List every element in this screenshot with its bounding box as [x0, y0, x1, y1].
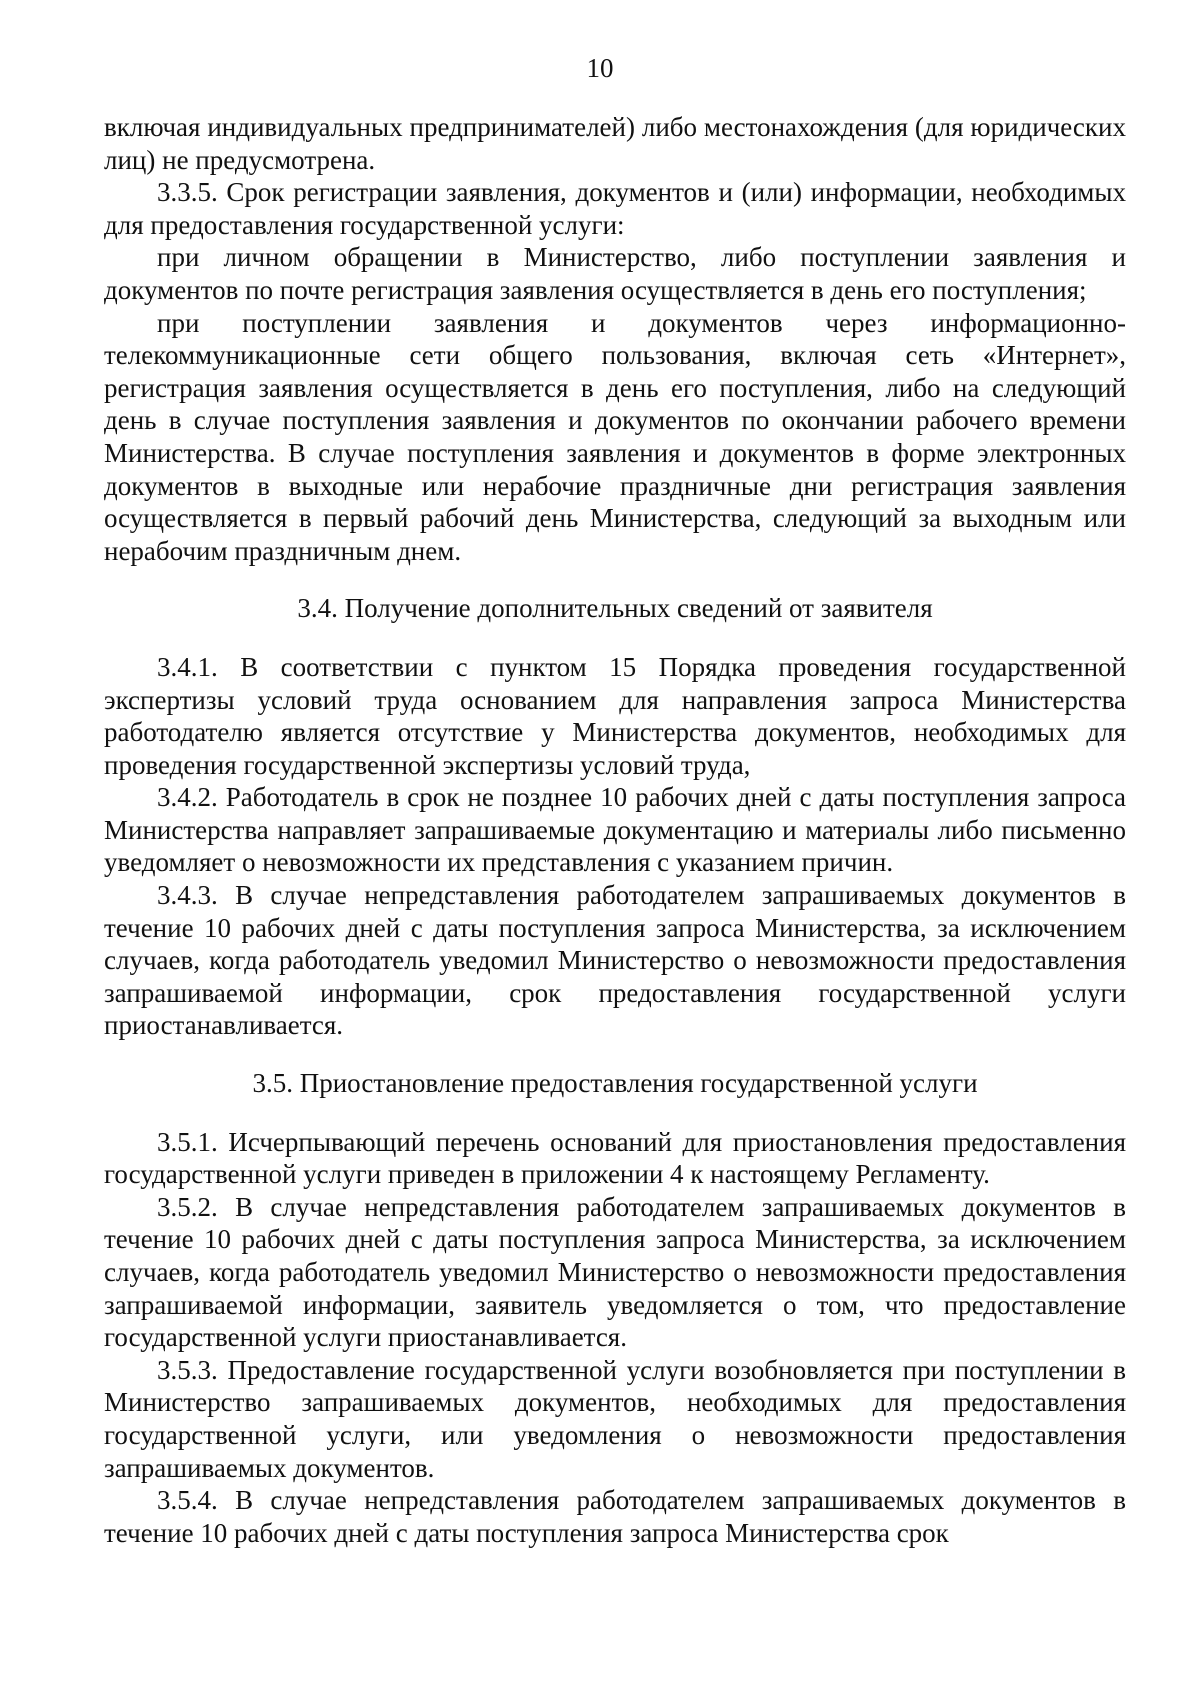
paragraph-continuation: включая индивидуальных предпринимателей) либо местонахождения (для юридических лиц) не предусмотрена. [104, 112, 1126, 175]
paragraph-3-4-1: 3.4.1. В соответствии с пунктом 15 Порядка проведения государственной экспертизы условий труда основанием для направления запроса Министерства работодателю является отсутствие у Министерства документов, необходимых для проведения государственной экспертизы условий труда, [104, 651, 1126, 780]
paragraph-3-4-2: 3.4.2. Работодатель в срок не позднее 10 рабочих дней с даты поступления запроса Министерства направляет запрашиваемые документацию и материалы либо письменно уведомляет о невозможности их представления с указанием причин. [104, 782, 1126, 878]
paragraph-3-5-4: 3.5.4. В случае непредставления работодателем запрашиваемых документов в течение 10 рабочих дней с даты поступления запроса Министерства срок [104, 1485, 1126, 1548]
paragraph-personal-visit: при личном обращении в Министерство, либо поступлении заявления и документов по почте регистрация заявления осуществляется в день его поступления; [104, 242, 1126, 305]
paragraph-3-3-5: 3.3.5. Срок регистрации заявления, документов и (или) информации, необходимых для предоставления государственной услуги: [104, 177, 1126, 240]
section-heading-3-5: 3.5. Приостановление предоставления государственной услуги [252, 1068, 978, 1099]
paragraph-3-4-3: 3.4.3. В случае непредставления работодателем запрашиваемых документов в течение 10 рабочих дней с даты поступления запроса Министерства, за исключением случаев, когда работодатель уведомил Министерство о невозможности предоставления запрашиваемой информации, срок предоставления государственной услуги приостанавливается. [104, 880, 1126, 1041]
page-number: 10 [586, 53, 614, 83]
paragraph-3-5-1: 3.5.1. Исчерпывающий перечень оснований для приостановления предоставления государственной услуги приведен в приложении 4 к настоящему Регламенту. [104, 1126, 1126, 1190]
section-heading-3-4: 3.4. Получение дополнительных сведений от заявителя [297, 593, 933, 624]
paragraph-internet-submission: при поступлении заявления и документов через информационно-телекоммуникационные сети общего пользования, включая сеть «Интернет», регистрация заявления осуществляется в день его поступления, либо на следующий день в случае поступления заявления и документов по окончании рабочего времени Министерства. В случае поступления заявления и документов в форме электронных документов в выходные или нерабочие праздничные дни регистрация заявления осуществляется в первый рабочий день Министерства, следующий за выходным или нерабочим праздничным днем. [104, 307, 1126, 566]
document-body [104, 111, 1126, 1549]
paragraph-3-5-2: 3.5.2. В случае непредставления работодателем запрашиваемых документов в течение 10 рабочих дней с даты поступления запроса Министерства, за исключением случаев, когда работодатель уведомил Министерство о невозможности предоставления запрашиваемой информации, заявитель уведомляется о том, что предоставление государственной услуги приостанавливается. [104, 1191, 1126, 1353]
paragraph-3-5-3: 3.5.3. Предоставление государственной услуги возобновляется при поступлении в Министерство запрашиваемых документов, необходимых для предоставления государственной услуги, или уведомления о невозможности предоставления запрашиваемых документов. [104, 1354, 1126, 1483]
